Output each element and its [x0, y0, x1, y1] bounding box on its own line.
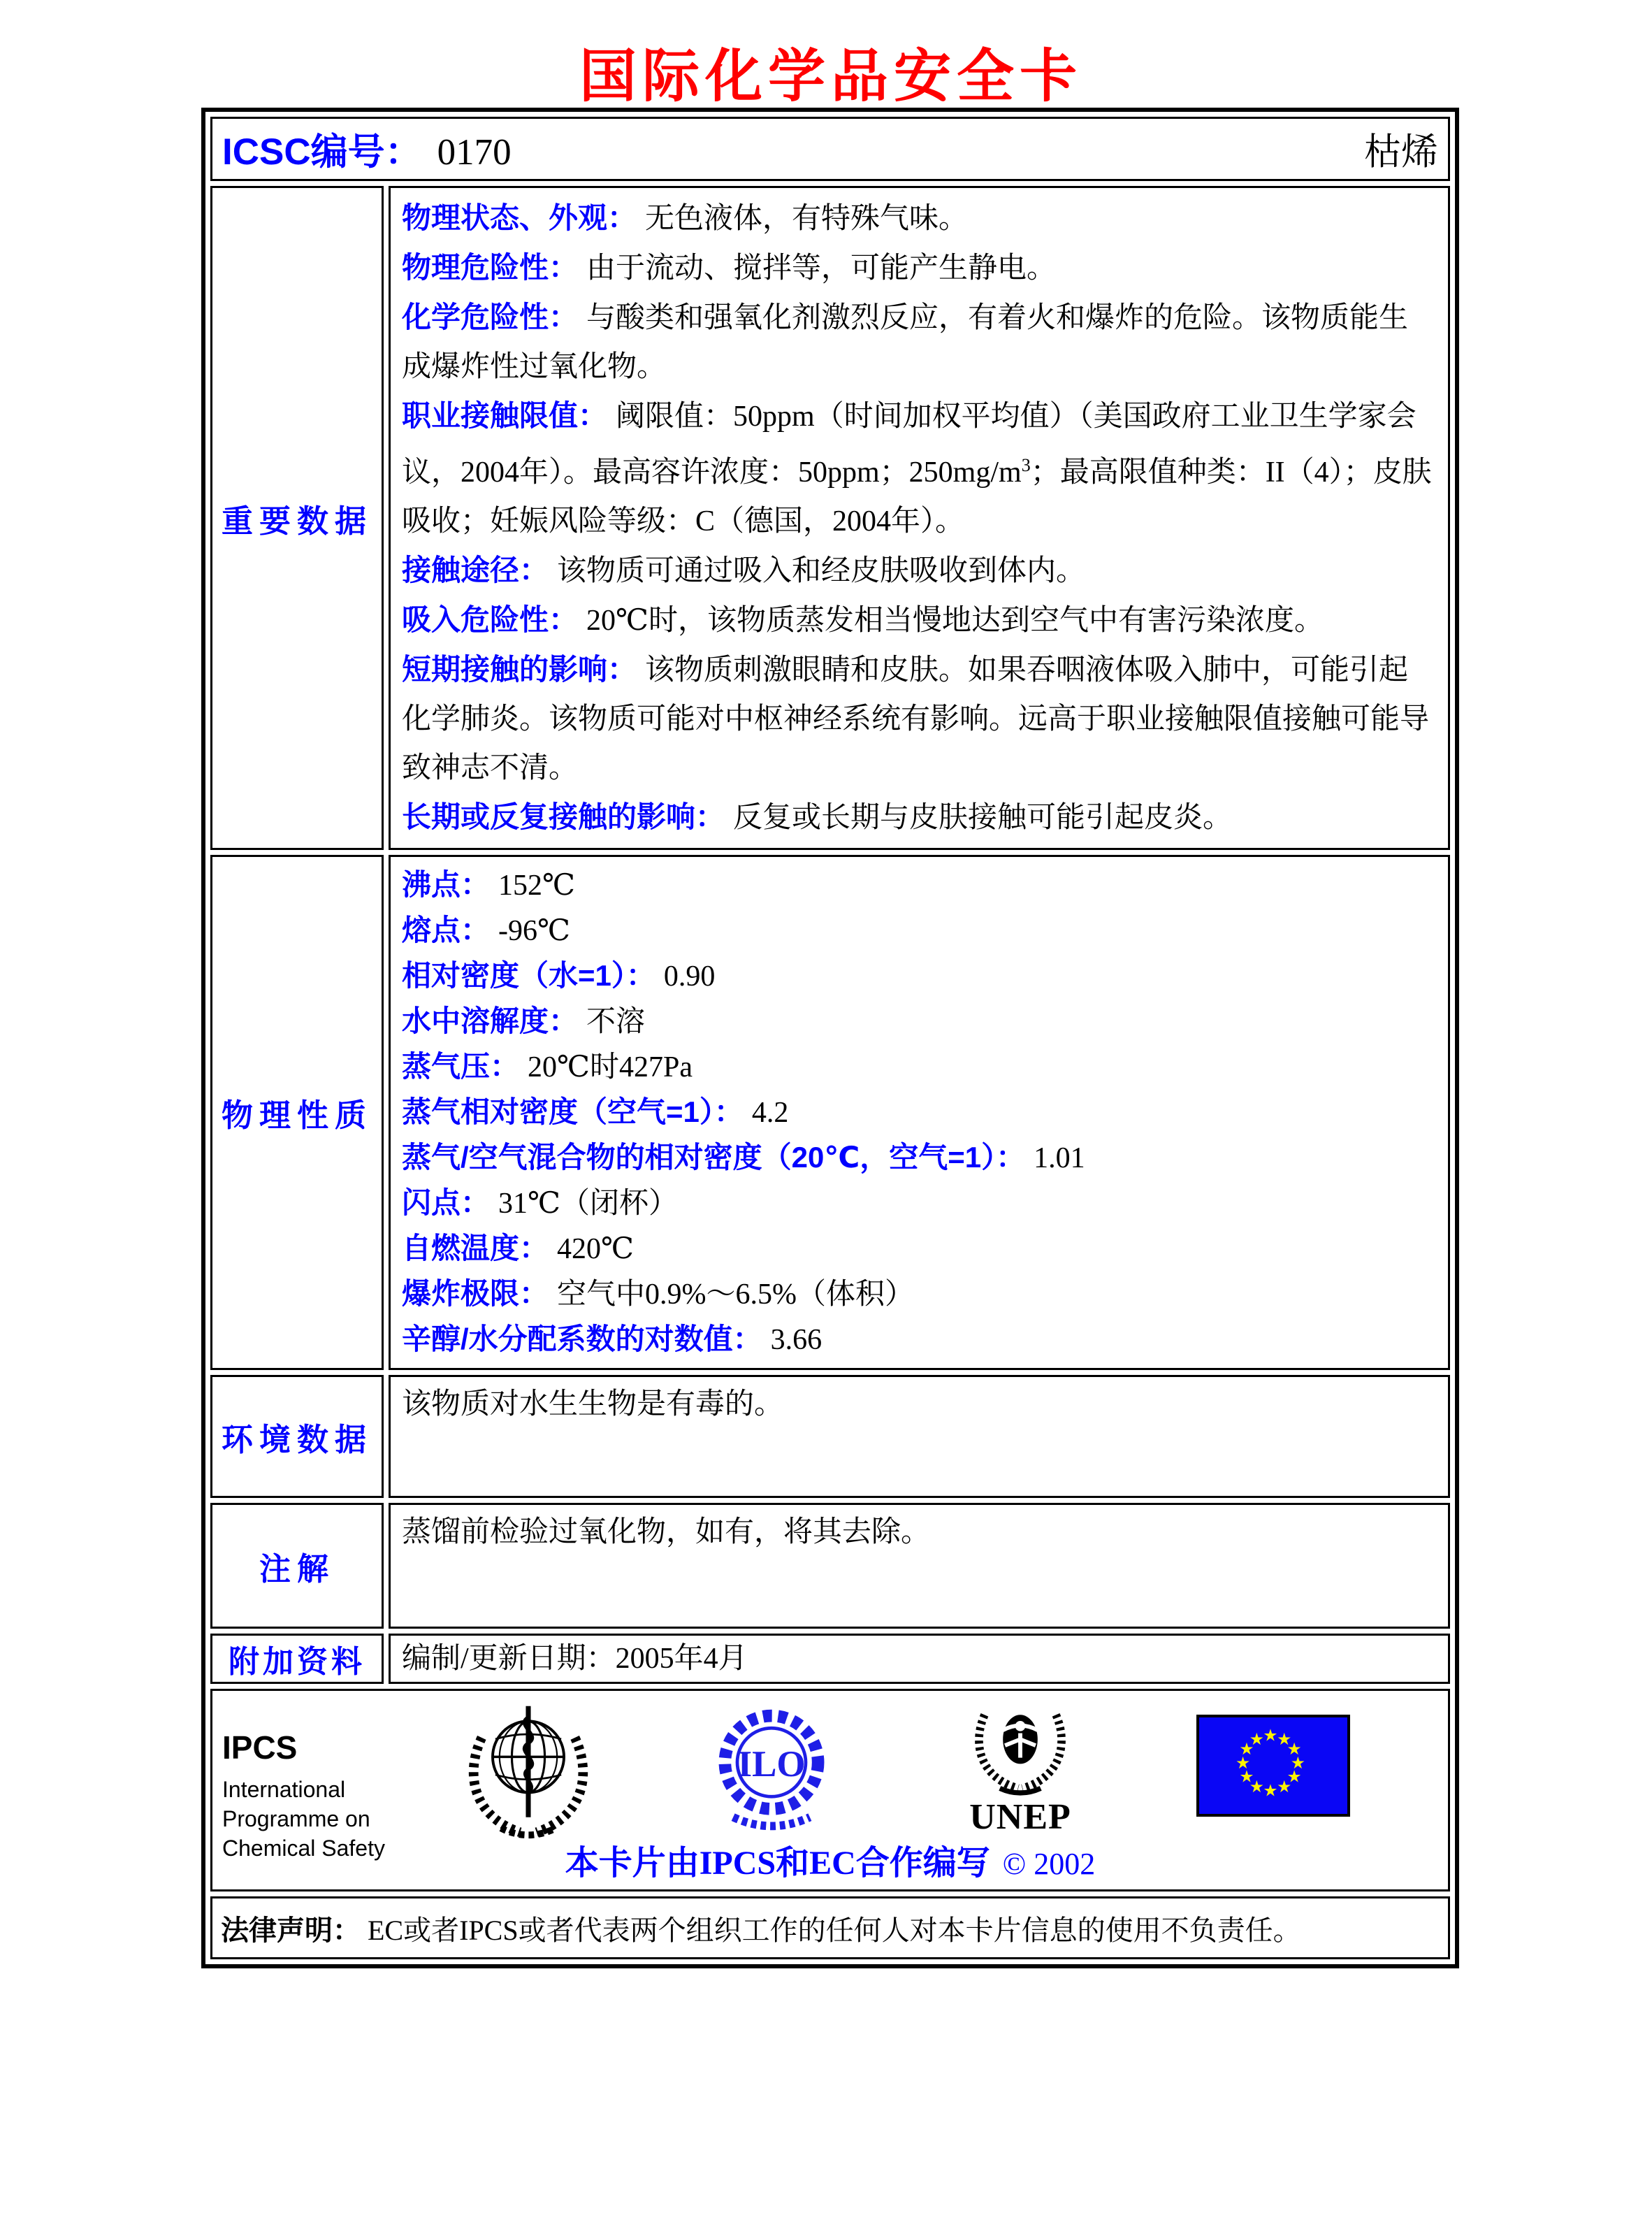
property-row: [402, 1317, 1437, 1362]
legal-label: 法律声明：: [221, 1915, 361, 1946]
svg-text:★: ★: [1239, 1766, 1254, 1787]
svg-text:★: ★: [1249, 1729, 1264, 1749]
field-text: 该物质可通过吸入和经皮肤吸收到体内。: [557, 555, 1086, 587]
section-label-notes: 注解: [210, 1503, 384, 1629]
field-text: 阈限值：50ppm（时间加权平均值）（美国政府工业卫生学家会议，2004年）。最高容许浓度：50ppm；250mg/m: [402, 401, 1416, 489]
who-logo-icon: [458, 1699, 598, 1843]
field-label: 职业接触限值：: [402, 399, 608, 432]
property-value: -96℃: [498, 915, 570, 947]
tagline: 本卡片由IPCS和EC合作编写: [565, 1845, 990, 1882]
legal-text: EC或者IPCS或者代表两个组织工作的任何人对本卡片信息的使用不负责任。: [368, 1914, 1301, 1946]
legal-row: [210, 1896, 1450, 1959]
property-value: 1.01: [1034, 1142, 1085, 1174]
field-row: [402, 391, 1437, 546]
property-value: 0.90: [663, 960, 716, 993]
field-row: [402, 194, 1437, 243]
property-row: [402, 999, 1437, 1044]
field-label: 化学危险性：: [402, 301, 579, 333]
svg-text:★: ★: [1277, 1776, 1292, 1796]
icsc-header-row: [210, 117, 1450, 181]
field-row: [402, 293, 1437, 391]
field-text: 该物质刺激眼睛和皮肤。如果吞咽液体吸入肺中，可能引起化学肺炎。该物质可能对中枢神经系统有影响。远高于职业接触限值接触可能导致神志不清。: [402, 654, 1430, 784]
section-label-environmental-data: 环境数据: [210, 1375, 384, 1498]
physical-properties-row: [210, 855, 1450, 1370]
property-label: 闪点：: [402, 1186, 491, 1219]
field-label: 短期接触的影响：: [402, 653, 637, 686]
eu-flag-icon: [1196, 1715, 1350, 1817]
property-value: 20℃时427Pa: [528, 1051, 693, 1083]
notes-text: 蒸馏前检验过氧化物，如有，将其去除。: [402, 1516, 931, 1548]
property-value: 31℃（闭杯）: [498, 1188, 678, 1220]
property-row: [402, 863, 1437, 908]
notes-row: [210, 1503, 1450, 1629]
field-text: ；最高限值种类：II（4）；皮肤吸收；妊娠风险等级：C（德国，2004年）。: [402, 456, 1432, 538]
property-label: 爆炸极限：: [402, 1277, 549, 1310]
icsc-number-label: ICSC编号：: [222, 131, 422, 173]
field-text: 20℃时，该物质蒸发相当慢地达到空气中有害污染浓度。: [586, 605, 1324, 637]
property-value: 3.66: [770, 1324, 823, 1356]
svg-text:★: ★: [1287, 1739, 1302, 1759]
section-label-physical-properties: 物理性质: [210, 855, 384, 1370]
svg-text:★: ★: [1236, 1752, 1251, 1773]
unep-logo: [943, 1696, 1097, 1836]
field-text: 无色液体，有特殊气味。: [645, 203, 969, 235]
property-label: 水中溶解度：: [402, 1004, 579, 1037]
property-row: [402, 908, 1437, 953]
logos-cell: [210, 1689, 1450, 1891]
icsc-header-cell: [210, 117, 1450, 181]
property-value: 不溶: [586, 1006, 646, 1038]
property-label: 相对密度（水=1）：: [402, 959, 655, 992]
property-value: 152℃: [498, 870, 575, 902]
page-title: 国际化学品安全卡: [579, 45, 1082, 108]
property-label: 蒸气压：: [402, 1050, 520, 1083]
ilo-logo-icon: [703, 1699, 840, 1843]
ipcs-line: International: [222, 1777, 346, 1802]
property-row: [402, 1226, 1437, 1271]
field-row: [402, 546, 1437, 596]
section-label-important-data: 重要数据: [210, 186, 384, 850]
svg-text:★: ★: [1290, 1752, 1305, 1773]
important-data-content: [389, 186, 1450, 850]
ilo-logo-text: ILO: [737, 1743, 806, 1785]
property-value: 4.2: [751, 1097, 789, 1129]
environmental-data-content: [389, 1375, 1450, 1498]
property-row: [402, 953, 1437, 999]
icsc-number-value: 0170: [437, 132, 512, 173]
logos-row: [210, 1689, 1450, 1891]
svg-text:★: ★: [1277, 1729, 1292, 1749]
section-label-additional-info: 附加资料: [210, 1634, 384, 1684]
field-label: 接触途径：: [402, 554, 549, 586]
svg-text:★: ★: [1287, 1766, 1302, 1787]
field-row: [402, 243, 1437, 293]
svg-text:★: ★: [1249, 1776, 1264, 1796]
unep-logo-text: UNEP: [969, 1797, 1071, 1837]
field-text: 由于流动、搅拌等，可能产生静电。: [586, 252, 1057, 284]
ipcs-acronym: IPCS: [222, 1729, 298, 1766]
property-row: [402, 1271, 1437, 1317]
property-label: 沸点：: [402, 868, 491, 901]
legal-cell: [210, 1896, 1450, 1959]
superscript: 3: [1021, 455, 1031, 475]
property-label: 熔点：: [402, 914, 491, 946]
property-row: [402, 1090, 1437, 1135]
physical-properties-content: [389, 855, 1450, 1370]
field-text: 与酸类和强氧化剂激烈反应，有着火和爆炸的危险。该物质能生成爆炸性过氧化物。: [402, 302, 1409, 383]
property-value: 420℃: [557, 1233, 634, 1265]
field-label: 吸入危险性：: [402, 603, 579, 636]
field-row: [402, 645, 1437, 793]
property-row: [402, 1181, 1437, 1226]
ipcs-line: Programme on: [222, 1806, 370, 1831]
svg-text:★: ★: [1263, 1725, 1278, 1745]
property-label: 蒸气相对密度（空气=1）：: [402, 1095, 744, 1128]
additional-info-content: 编制/更新日期：2005年4月: [389, 1634, 1450, 1684]
property-label: 自燃温度：: [402, 1232, 549, 1264]
property-value: 空气中0.9%～6.5%（体积）: [557, 1278, 914, 1311]
ipcs-line: Chemical Safety: [222, 1836, 385, 1861]
field-label: 物理状态、外观：: [402, 201, 637, 234]
icsc-number-group: [222, 122, 512, 175]
environmental-data-text: 该物质对水生生物是有毒的。: [402, 1388, 784, 1420]
property-label: 蒸气/空气混合物的相对密度（20℃，空气=1）：: [402, 1141, 1026, 1174]
field-label: 物理危险性：: [402, 251, 579, 284]
additional-info-row: [210, 1634, 1450, 1684]
field-label: 长期或反复接触的影响：: [402, 800, 725, 833]
property-row: [402, 1135, 1437, 1181]
tagline-row: [212, 1836, 1448, 1884]
icsc-card-table: [201, 108, 1459, 1968]
chemical-name: 枯烯: [1364, 132, 1438, 173]
copyright: © 2002: [1002, 1847, 1096, 1881]
property-row: [402, 1044, 1437, 1090]
field-row: [402, 596, 1437, 645]
important-data-row: [210, 186, 1450, 850]
notes-content: [389, 1503, 1450, 1629]
field-row: [402, 793, 1437, 842]
property-label: 辛醇/水分配系数的对数值：: [402, 1323, 762, 1355]
svg-text:★: ★: [1263, 1780, 1278, 1801]
unep-logo-icon: [959, 1696, 1082, 1799]
svg-text:★: ★: [1239, 1739, 1254, 1759]
field-text: 反复或长期与皮肤接触可能引起皮炎。: [733, 802, 1233, 834]
eu-flag-stars: [1199, 1717, 1342, 1808]
environmental-data-row: [210, 1375, 1450, 1498]
